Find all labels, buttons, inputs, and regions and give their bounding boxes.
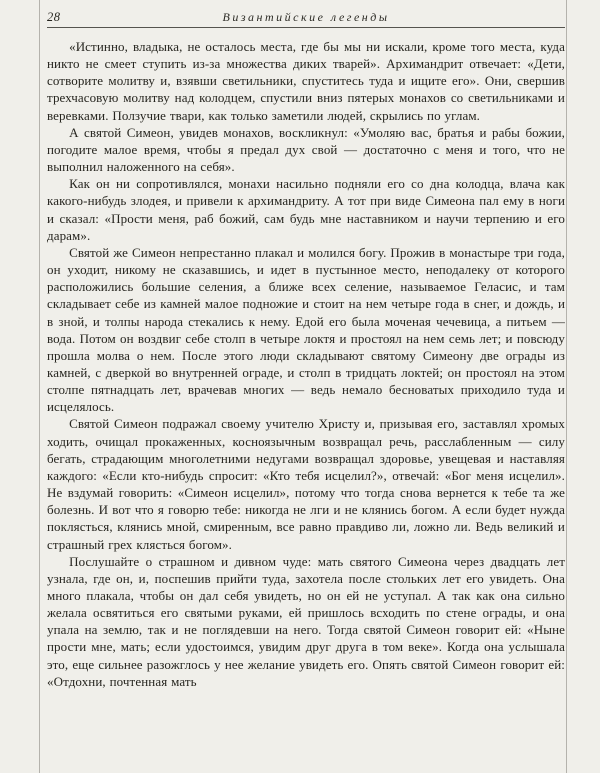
left-page-edge-line [39,0,40,773]
page-header [47,10,565,26]
page-number: 28 [47,10,61,24]
paragraph: «Истинно, владыка, не осталось места, где бы мы ни искали, кроме того места, куда никто не смеет ступить из-за множества диких тварей». Архимандрит отвечает: «Дети, сотворите молитву и, взявши светильники, спуститесь туда и ищите его». Они, свершив трехчасовую молитву над колодцем, спустили вниз пятерых монахов со светильниками и веревками. Ползучие твари, как только заметили людей, скрылись по углам. [47,39,565,123]
body-text-block [47,38,565,690]
header-rule [47,27,565,28]
running-title: Византийские легенды [222,10,390,24]
paragraph: Святой Симеон подражал своему учителю Христу и, призывая его, заставлял хромых ходить, очищал прокаженных, косноязычным возвращал речь, расслабленным — силу бегать, страдающим многолетними недугами возвращал здоровье, увещевая и наставляя каждого: «Если кто-нибудь спросит: «Кто тебя исцелил?», отвечай: «Бог меня исцелил». Не вздумай говорить: «Симеон исцелил», потому что тогда снова вернется к тебе та же болезнь. И вот что я говорю тебе: никогда не лги и не клянись богом. А если будет нужда поклясться, клянись мной, смиренным, все равно правдиво ли, ложно ли. Ведь великий и страшный грех клясться богом». [47,416,565,552]
paragraph: Послушайте о страшном и дивном чуде: мать святого Симеона через двадцать лет узнала, где он, и, поспешив прийти туда, захотела после стольких лет его увидеть. Она много плакала, чтобы он дал себя увидеть, но он ей не уступал. А так как она сильно желала освятиться его святыми руками, ей пришлось всходить по стене ограды, и она упала на землю, так и не поглядевши на него. Тогда святой Симеон говорит ей: «Ныне прости мне, мать; если удостоимся, увидим друг друга в том веке». Когда она услышала это, еще сильнее разожглось у нее желание увидеть его. Опять святой Симеон говорит ей: «Отдохни, почтенная мать [47,553,565,689]
paragraph: А святой Симеон, увидев монахов, воскликнул: «Умоляю вас, братья и рабы божии, погодите малое время, чтобы я предал дух свой — достаточно с меня и того, что не выполнил наложенного на себя». [47,124,565,175]
right-page-edge-line [566,0,567,773]
paragraph: Святой же Симеон непрестанно плакал и молился богу. Прожив в монастыре три года, он уходит, никому не сказавшись, и идет в пустынное место, неподалеку от которого расположились большие селения, а ближе всех селение, называемое Геласис, и там складывает себе из камней малое подножие и стоит на нем четыре года в снег, и дождь, и в зной, и толпы народа стекались к нему. Едой его была моченая чечевица, а питьем — вода. Потом он воздвиг себе столп в четыре локтя и простоял на нем семь лет; и повсюду прошла молва о нем. После этого люди складывают святому Симеону две ограды из камней, с дверкой во внутренней ограде, и столп в тридцать локтей; он простоял на этом столпе пятнадцать лет, врачевав многих — ведь немало бесноватых приходило туда и исцелялось. [47,244,565,415]
paragraph: Как он ни сопротивлялся, монахи насильно подняли его со дна колодца, влача как какого-нибудь злодея, и привели к архимандриту. А тот при виде Симеона пал ему в ноги и сказал: «Прости меня, раб божий, сам будь мне наставником и научи терпению и его дарам». [47,176,565,243]
